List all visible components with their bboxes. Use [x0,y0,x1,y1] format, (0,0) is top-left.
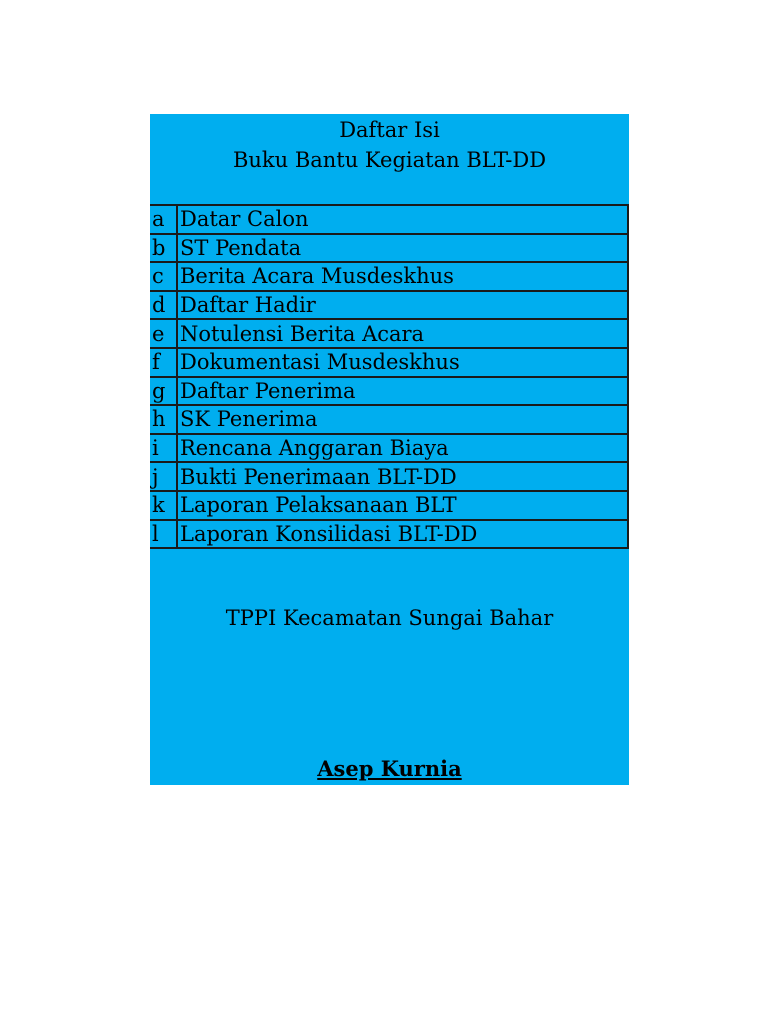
toc-item-letter: i [150,434,177,463]
document-title: Daftar Isi [339,118,440,142]
toc-item-letter: d [150,291,177,320]
toc-item-label: Laporan Konsilidasi BLT-DD [177,520,628,549]
toc-item-label: Dokumentasi Musdeskhus [177,348,628,377]
toc-row [150,462,628,491]
toc-row [150,319,628,348]
toc-row [150,377,628,406]
toc-item-label: Datar Calon [177,205,628,234]
table-of-contents [150,204,629,549]
toc-item-letter: k [150,491,177,520]
toc-row [150,491,628,520]
document-sheet [150,114,629,785]
toc-row [150,291,628,320]
toc-row [150,520,628,549]
toc-item-letter: e [150,319,177,348]
toc-item-label: Daftar Penerima [177,377,628,406]
toc-item-label: Daftar Hadir [177,291,628,320]
toc-body [150,205,628,548]
signatory-name: Asep Kurnia [317,756,462,781]
toc-item-letter: j [150,462,177,491]
toc-item-label: Notulensi Berita Acara [177,319,628,348]
toc-item-label: Rencana Anggaran Biaya [177,434,628,463]
toc-row [150,234,628,263]
organization-name: TPPI Kecamatan Sungai Bahar [225,606,554,630]
toc-item-letter: l [150,520,177,549]
toc-item-label: Bukti Penerimaan BLT-DD [177,462,628,491]
toc-row [150,205,628,234]
toc-item-label: Laporan Pelaksanaan BLT [177,491,628,520]
toc-row [150,262,628,291]
toc-item-letter: h [150,405,177,434]
toc-row [150,348,628,377]
toc-item-label: SK Penerima [177,405,628,434]
toc-item-letter: f [150,348,177,377]
toc-item-letter: g [150,377,177,406]
toc-row [150,434,628,463]
toc-item-label: Berita Acara Musdeskhus [177,262,628,291]
toc-row [150,405,628,434]
toc-item-letter: b [150,234,177,263]
toc-item-letter: c [150,262,177,291]
document-subtitle: Buku Bantu Kegiatan BLT-DD [232,148,547,172]
toc-item-letter: a [150,205,177,234]
toc-item-label: ST Pendata [177,234,628,263]
